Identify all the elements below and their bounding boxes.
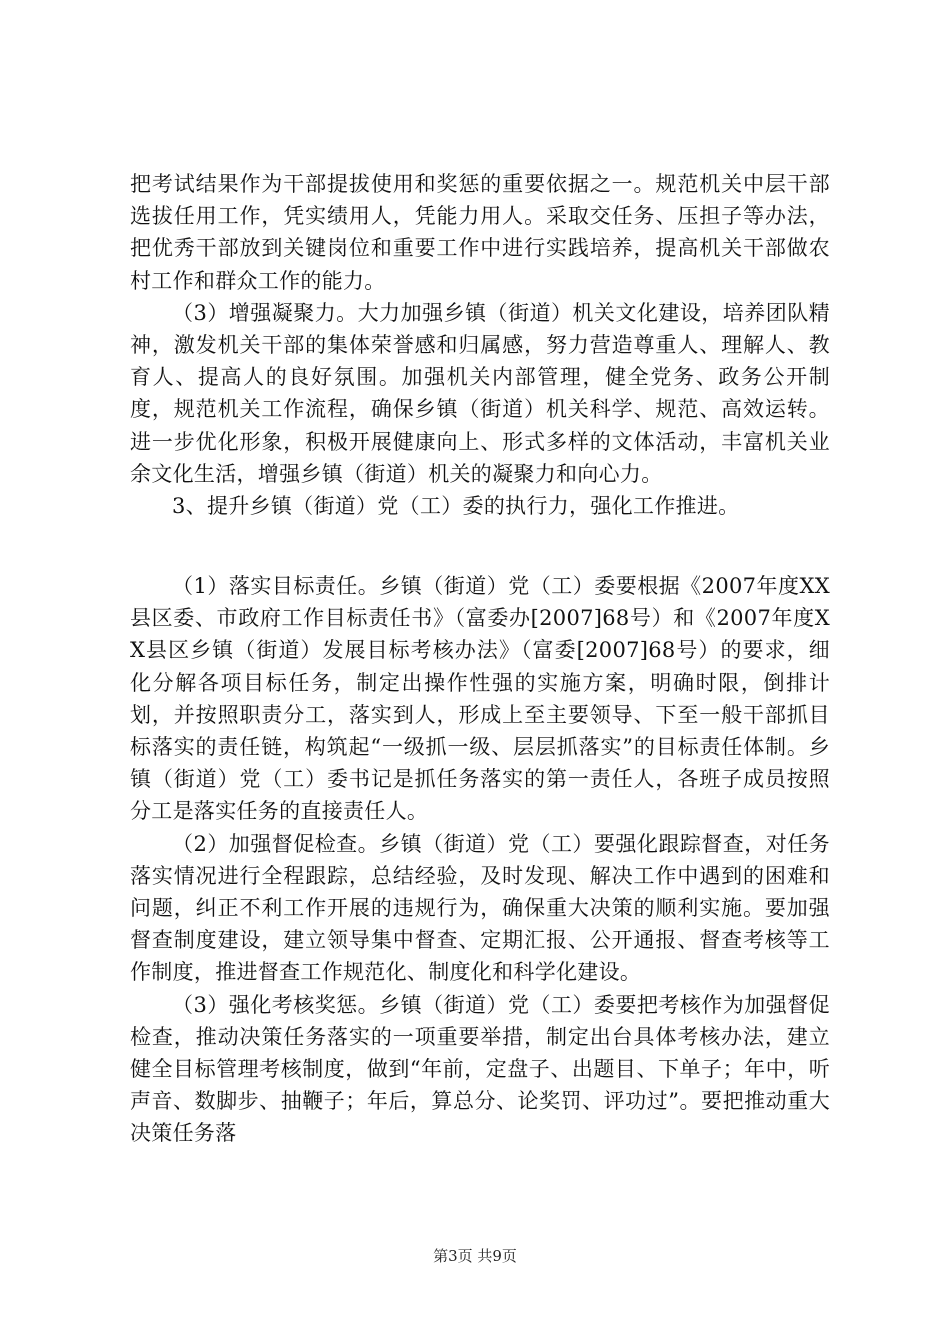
- paragraph-targets: （1）落实目标责任。乡镇（街道）党（工）委要根据《2007年度XX县区委、市政府工作目标责任书》（富委办[2007]68号）和《2007年度XX县区乡镇（街道）发展目标考核办法》（富委[2007]68号）的要求，细化分解各项目标任务，制定出操作性强的实施方案，明确时限，倒排计划，并按照职责分工，落实到人，形成上至主要领导、下至一般干部抓目标落实的责任链，构筑起“一级抓一级、层层抓落实”的目标责任体制。乡镇（街道）党（工）委书记是抓任务落实的第一责任人，各班子成员按照分工是落实任务的直接责任人。: [130, 574, 830, 824]
- text-block-upper: [130, 168, 830, 522]
- paragraph-cohesion: （3）增强凝聚力。大力加强乡镇（街道）机关文化建设，培养团队精神，激发机关干部的集体荣誉感和归属感，努力营造尊重人、理解人、教育人、提高人的良好氛围。加强机关内部管理，健全党务、政务公开制度，规范机关工作流程，确保乡镇（街道）机关科学、规范、高效运转。进一步优化形象，积极开展健康向上、形式多样的文体活动，丰富机关业余文化生活，增强乡镇（街道）机关的凝聚力和向心力。: [130, 300, 830, 486]
- page-footer: [0, 1245, 950, 1266]
- paragraph-assessment: （3）强化考核奖惩。乡镇（街道）党（工）委要把考核作为加强督促检查，推动决策任务落实的一项重要举措，制定出台具体考核办法，建立健全目标管理考核制度，做到“年前，定盘子、出题目、下单子；年中，听声音、数脚步、抽鞭子；年后，算总分、论奖罚、评功过”。要把推动重大决策任务落: [130, 992, 830, 1146]
- paragraph-supervision: （2）加强督促检查。乡镇（街道）党（工）要强化跟踪督查，对任务落实情况进行全程跟踪，总结经验，及时发现、解决工作中遇到的困难和问题，纠正不利工作开展的违规行为，确保重大决策的顺利实施。要加强督查制度建设，建立领导集中督查、定期汇报、公开通报、督查考核等工作制度，推进督查工作规范化、制度化和科学化建设。: [130, 831, 830, 985]
- text-block-lower: [130, 570, 830, 1150]
- page-number: 第3页 共9页: [433, 1247, 517, 1265]
- section-heading-3: 3、提升乡镇（街道）党（工）委的执行力，强化工作推进。: [172, 494, 740, 519]
- paragraph-continued: 把考试结果作为干部提拔使用和奖惩的重要依据之一。规范机关中层干部选拔任用工作，凭实绩用人，凭能力用人。采取交任务、压担子等办法，把优秀干部放到关键岗位和重要工作中进行实践培养，提高机关干部做农村工作和群众工作的能力。: [130, 172, 830, 293]
